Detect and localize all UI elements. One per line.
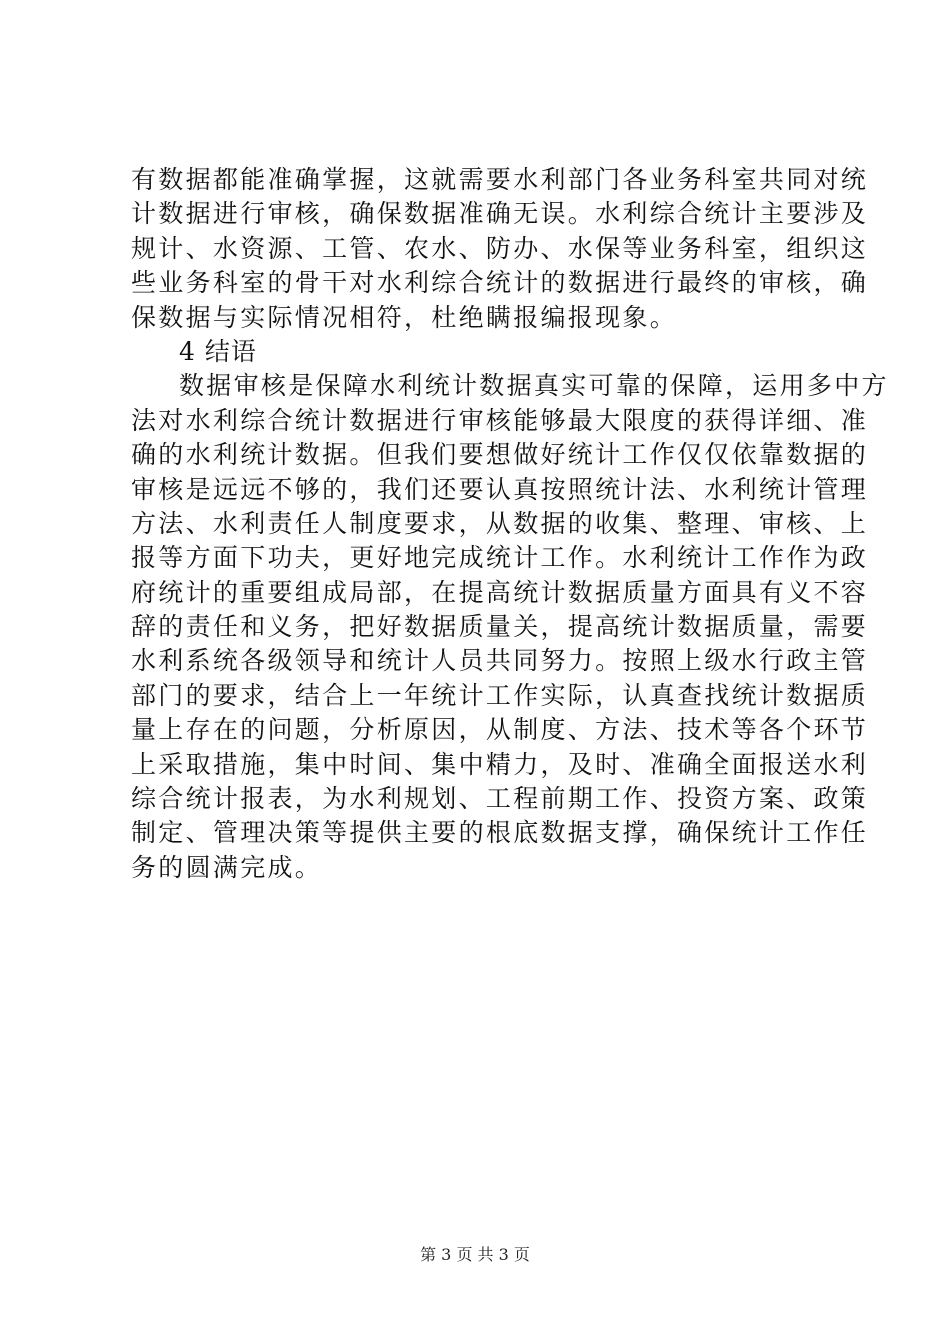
text-line: 有数据都能准确掌握，这就需要水利部门各业务科室共同对统: [131, 165, 869, 194]
text-line: 辞的责任和义务，把好数据质量关，提高统计数据质量，需要: [131, 612, 869, 642]
text-line: 制定、管理决策等提供主要的根底数据支撑，确保统计工作任: [131, 818, 869, 848]
text-line: 部门的要求，结合上一年统计工作实际，认真查找统计数据质: [131, 680, 869, 710]
text-line: 些业务科室的骨干对水利综合统计的数据进行最终的审核，确: [131, 268, 869, 298]
text-line: 府统计的重要组成局部，在提高统计数据质量方面具有义不容: [131, 577, 869, 607]
text-line: 上采取措施，集中时间、集中精力，及时、准确全面报送水利: [131, 749, 869, 779]
paragraph-continuation: [131, 163, 869, 335]
text-line: 审核是远远不够的，我们还要认真按照统计法、水利统计管理: [131, 474, 869, 504]
text-line: 综合统计报表，为水利规划、工程前期工作、投资方案、政策: [131, 784, 869, 814]
text-line: 务的圆满完成。: [131, 852, 323, 882]
text-line: 确的水利统计数据。但我们要想做好统计工作仅仅依靠数据的: [131, 440, 869, 470]
paragraph-conclusion: [131, 369, 889, 885]
text-line: 规计、水资源、工管、农水、防办、水保等业务科室，组织这: [131, 233, 869, 263]
page-number-footer: 第 3 页 共 3 页: [420, 1245, 530, 1264]
section-heading: [131, 335, 831, 369]
text-line: 保数据与实际情况相符，杜绝瞒报编报现象。: [131, 302, 678, 332]
section-heading-text: 4 结语: [179, 336, 257, 366]
text-line: 计数据进行审核，确保数据准确无误。水利综合统计主要涉及: [131, 199, 869, 229]
text-line: 数据审核是保障水利统计数据真实可靠的保障，运用多中方: [179, 371, 889, 401]
document-body: [131, 163, 889, 885]
text-line: 水利系统各级领导和统计人员共同努力。按照上级水行政主管: [131, 646, 869, 676]
text-line: 方法、水利责任人制度要求，从数据的收集、整理、审核、上: [131, 508, 869, 538]
text-line: 法对水利综合统计数据进行审核能够最大限度的获得详细、准: [131, 405, 869, 435]
text-line: 量上存在的问题，分析原因，从制度、方法、技术等各个环节: [131, 715, 869, 745]
text-line: 报等方面下功夫，更好地完成统计工作。水利统计工作作为政: [131, 543, 869, 573]
